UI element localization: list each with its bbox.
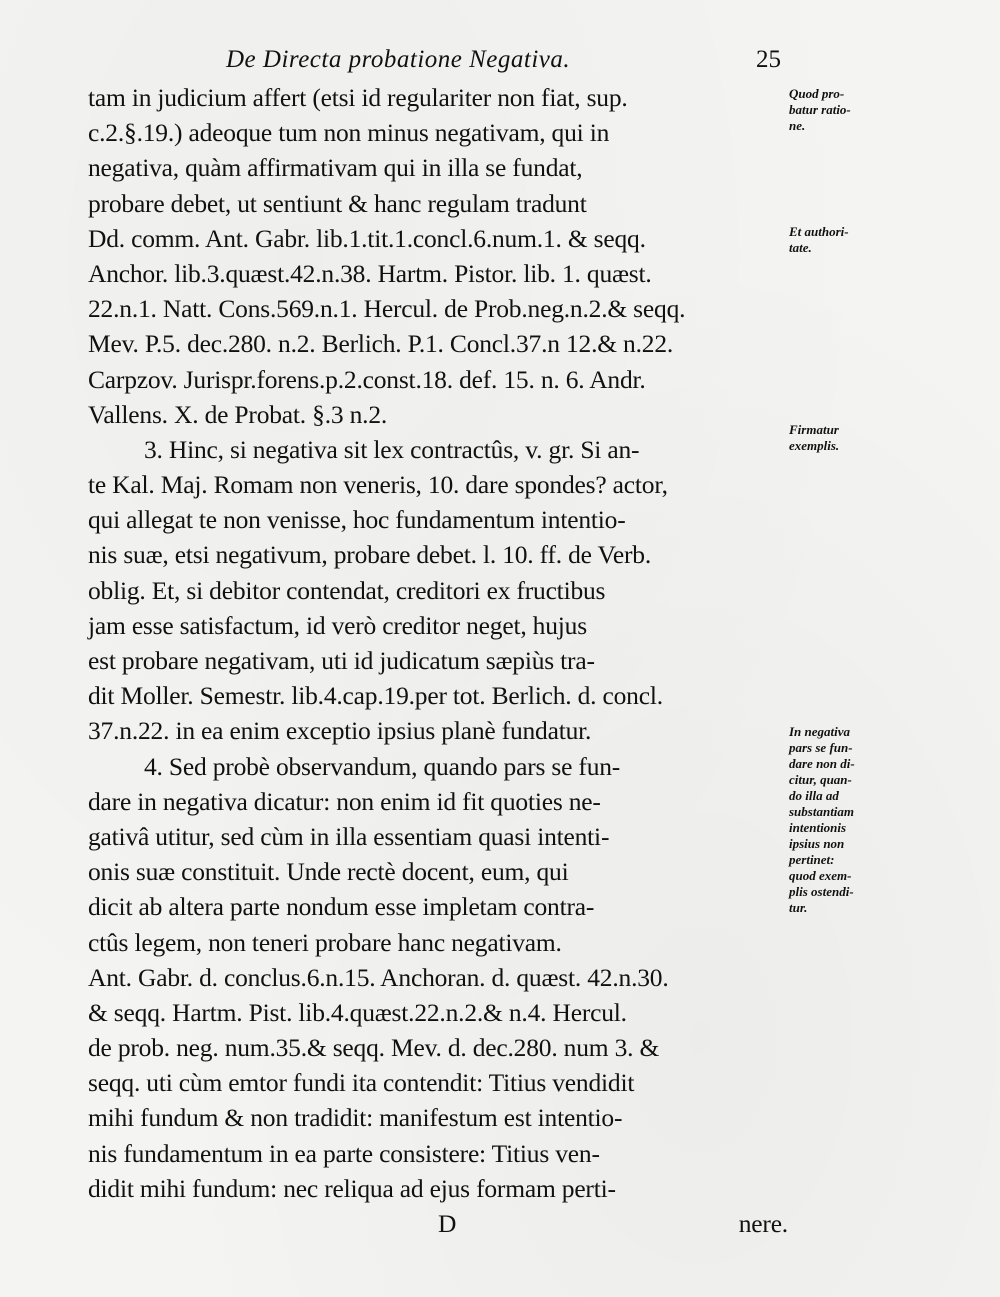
margin-note-line: In negativa <box>789 724 851 739</box>
margin-note-line: plis ostendi- <box>789 884 854 899</box>
text-line: te Kal. Maj. Romam non veneris, 10. dare spondes? actor, <box>88 470 668 500</box>
text-line: Dd. comm. Ant. Gabr. lib.1.tit.1.concl.6.num.1. & seqq. <box>88 223 646 253</box>
margin-note <box>789 724 909 916</box>
text-line: qui allegat te non venisse, hoc fundamentum intentio- <box>88 505 626 535</box>
margin-note-line: citur, quan- <box>789 772 852 787</box>
text-line: dicit ab altera parte nondum esse impletam contra- <box>88 892 595 922</box>
text-line: onis suæ constituit. Unde rectè docent, eum, qui <box>88 857 569 887</box>
margin-note-line: pertinet: <box>789 852 835 867</box>
margin-note-line: Firmatur <box>789 422 839 437</box>
text-line: est probare negativam, uti id judicatum sæpiùs tra- <box>88 646 595 675</box>
text-line: 37.n.22. in ea enim exceptio ipsius planè fundatur. <box>88 716 592 746</box>
margin-note-line: tur. <box>789 900 808 915</box>
margin-note-line: pars se fun- <box>789 740 853 755</box>
margin-note-line: ne. <box>789 118 806 133</box>
catchword: nere. <box>738 1209 788 1238</box>
text-line: 22.n.1. Natt. Cons.569.n.1. Hercul. de Prob.neg.n.2.& seqq. <box>88 294 686 324</box>
margin-note <box>789 224 909 256</box>
margin-note-line: batur ratio- <box>789 102 851 117</box>
text-line: didit mihi fundum: nec reliqua ad ejus formam perti- <box>88 1173 616 1203</box>
text-line: nis fundamentum in ea parte consistere: Titius ven- <box>88 1138 600 1168</box>
margin-note-line: substantiam <box>789 804 855 819</box>
text-line: & seqq. Hartm. Pist. lib.4.quæst.22.n.2.& n.4. Hercul. <box>88 997 627 1027</box>
margin-note-line: dare non di- <box>789 756 855 771</box>
margin-note-line: intentionis <box>789 820 847 835</box>
text-line: negativa, quàm affirmativam qui in illa se fundat, <box>88 153 583 183</box>
page-footer <box>88 1206 788 1241</box>
margin-note <box>789 86 909 134</box>
paragraph-start-line: 3. Hinc, si negativa sit lex contractûs, v. gr. Si an- <box>144 434 640 464</box>
text-line: Carpzov. Jurispr.forens.p.2.const.18. def. 15. n. 6. Andr. <box>88 364 646 394</box>
margin-note <box>789 422 909 454</box>
running-title: De Directa probatione Negativa. <box>226 46 571 73</box>
text-line: nis suæ, etsi negativum, probare debet. l. 10. ff. de Verb. <box>88 540 652 570</box>
margin-note-line: tate. <box>789 240 812 255</box>
text-line: Anchor. lib.3.quæst.42.n.38. Hartm. Pistor. lib. 1. quæst. <box>88 258 652 288</box>
main-text-column <box>88 80 788 1241</box>
text-line: ctûs legem, non teneri probare hanc negativam. <box>88 927 562 957</box>
margin-note-line: Quod pro- <box>789 86 845 101</box>
text-line: Vallens. X. de Probat. §.3 n.2. <box>88 399 388 429</box>
text-line: Mev. P.5. dec.280. n.2. Berlich. P.1. Concl.37.n 12.& n.22. <box>88 329 674 359</box>
margin-note-line: quod exem- <box>789 868 852 883</box>
page-header <box>226 44 786 80</box>
signature-mark: D <box>438 1209 457 1238</box>
margin-note-line: Et authori- <box>789 224 849 239</box>
text-line: tam in judicium affert (etsi id regulariter non fiat, sup. <box>88 83 628 112</box>
text-line: gativâ utitur, sed cùm in illa essentiam quasi intenti- <box>88 821 610 851</box>
text-line: probare debet, ut sentiunt & hanc regulam tradunt <box>88 188 587 218</box>
text-line: oblig. Et, si debitor contendat, creditori ex fructibus <box>88 575 606 605</box>
text-line: seqq. uti cùm emtor fundi ita contendit: Titius vendidit <box>88 1068 635 1098</box>
text-line: c.2.§.19.) adeoque tum non minus negativam, qui in <box>88 118 610 148</box>
text-line: jam esse satisfactum, id verò creditor neget, hujus <box>88 610 587 640</box>
margin-note-line: ipsius non <box>789 836 845 851</box>
text-line: de prob. neg. num.35.& seqq. Mev. d. dec.280. num 3. & <box>88 1033 660 1063</box>
margin-note-line: do illa ad <box>789 788 839 803</box>
text-line: dit Moller. Semestr. lib.4.cap.19.per tot. Berlich. d. concl. <box>88 681 663 711</box>
page-number: 25 <box>756 46 781 73</box>
text-line: mihi fundum & non tradidit: manifestum est intentio- <box>88 1103 623 1133</box>
text-line: Ant. Gabr. d. conclus.6.n.15. Anchoran. d. quæst. 42.n.30. <box>88 962 669 992</box>
margin-note-line: exemplis. <box>789 438 840 453</box>
text-line: dare in negativa dicatur: non enim id fit quoties ne- <box>88 786 601 816</box>
paragraph-start-line: 4. Sed probè observandum, quando pars se fun- <box>144 751 621 781</box>
